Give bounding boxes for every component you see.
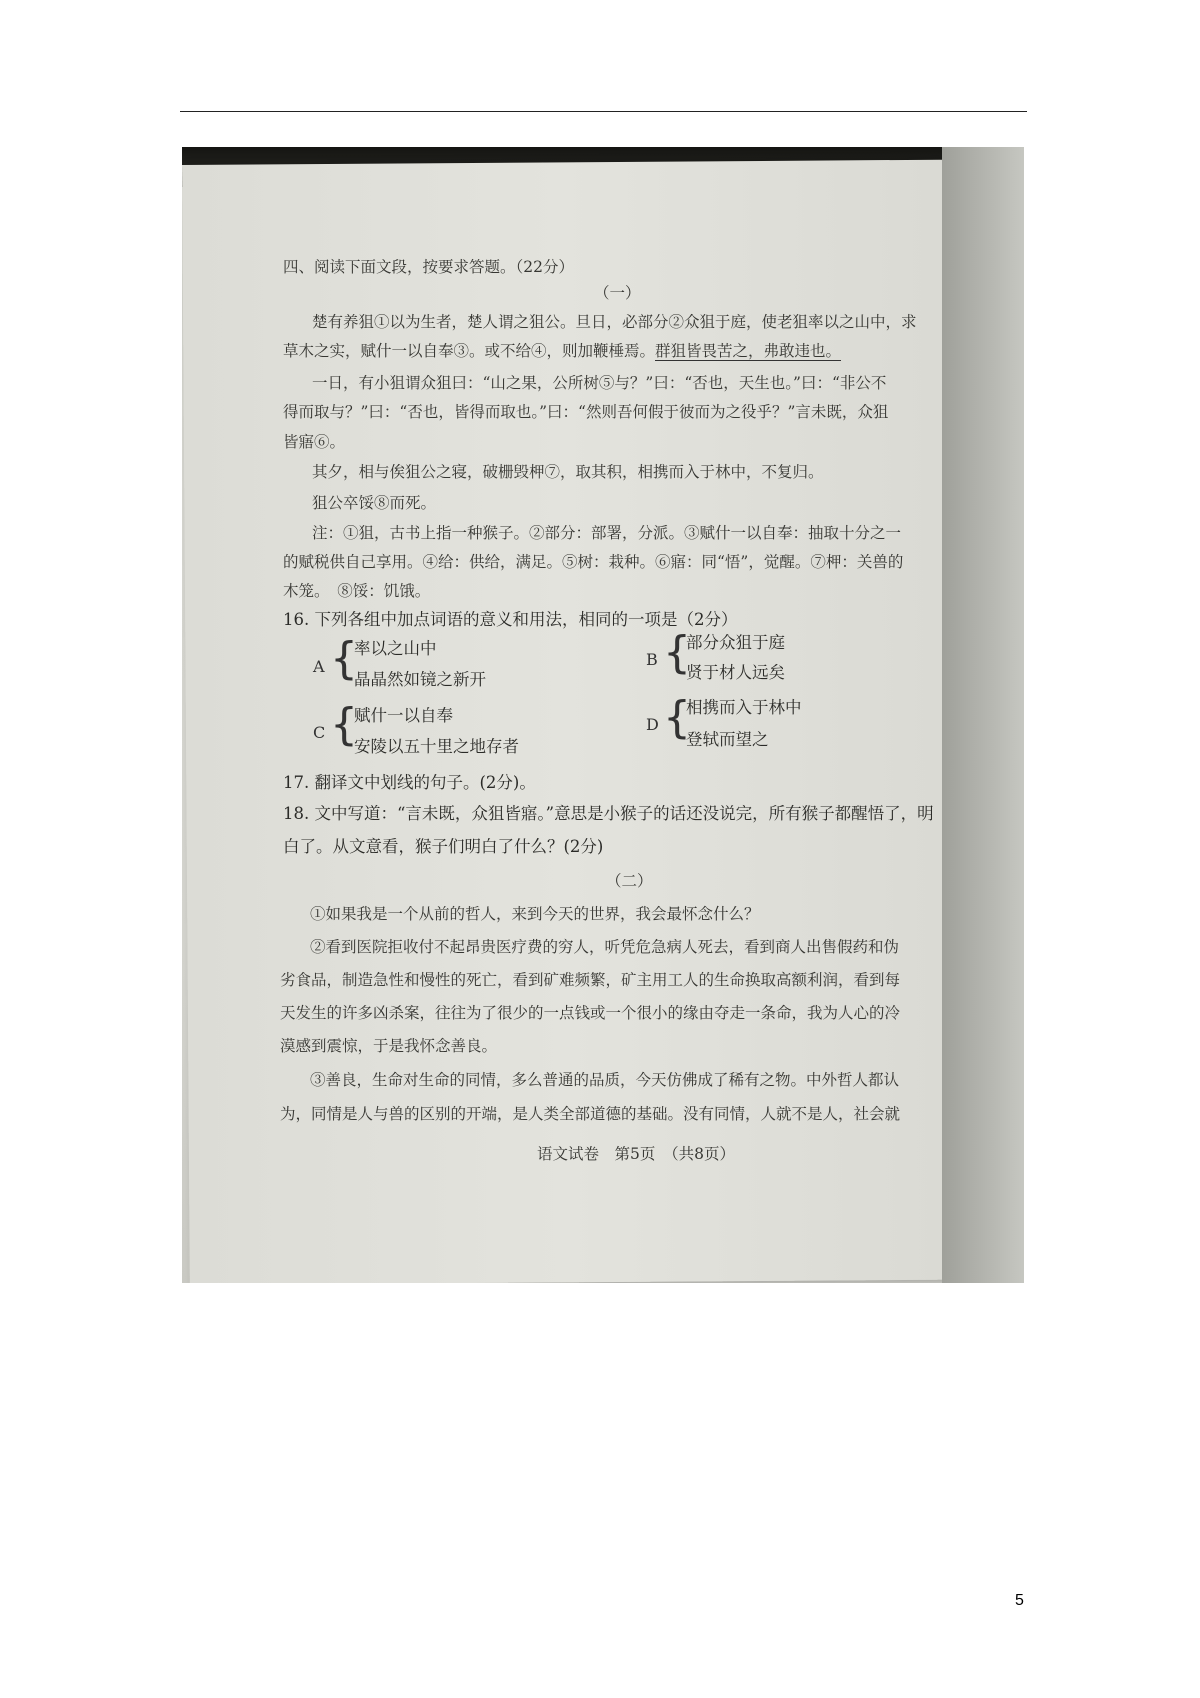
passage1-p1-line2-text: 草木之实，赋什一以自奉③。或不给④，则加鞭棰焉。 xyxy=(283,342,656,360)
q16-text: 16. 下列各组中加点词语的意义和用法，相同的一项是（2分） xyxy=(283,610,738,629)
q16-option-c-line2: 安陵以五十里之地存者 xyxy=(354,737,519,756)
passage1-p2-line1: 一日，有小狙谓众狙曰：“山之果，公所树⑤与？”曰：“否也，天生也。”曰：“非公不 xyxy=(312,374,887,392)
passage2-s1: ①如果我是一个从前的哲人，来到今天的世界，我会最怀念什么？ xyxy=(310,905,760,923)
q16-option-b-brace: { xyxy=(663,627,691,678)
q16-option-b-line1: 部分众狙于庭 xyxy=(686,633,785,652)
scanned-exam-photo xyxy=(182,147,1024,1283)
passage1-p2-line3: 皆寤⑥。 xyxy=(283,433,346,451)
passage2-s2-line3: 天发生的许多凶杀案，往往为了很少的一点钱或一个很小的缘由夺走一条命，我为人心的冷 xyxy=(280,1004,901,1022)
q16-option-b-line2: 贤于材人远矣 xyxy=(686,663,785,682)
q16-option-a-line2: 晶晶然如镜之新开 xyxy=(354,670,486,689)
part1-label: （一） xyxy=(594,284,641,302)
underlined-sentence: 群狙皆畏苦之，弗敢违也。 xyxy=(655,342,842,360)
q16-option-b-label: B xyxy=(646,650,658,669)
passage2-s2-line4: 漠感到震惊，于是我怀念善良。 xyxy=(280,1037,498,1055)
part2-label: （二） xyxy=(606,872,653,890)
note-line3: 木笼。 ⑧馁：饥饿。 xyxy=(283,582,431,600)
header-rule xyxy=(180,111,1027,112)
q18-line1: 18. 文中写道：“言未既，众狙皆寤。”意思是小猴子的话还没说完，所有猴子都醒悟了，明 xyxy=(283,804,934,823)
exam-footer: 语文试卷 第5页 （共8页） xyxy=(537,1145,735,1163)
page-number: 5 xyxy=(1015,1592,1024,1609)
q16-option-d-line2: 登轼而望之 xyxy=(686,730,769,749)
passage2-s2-line1: ②看到医院拒收付不起昂贵医疗费的穷人，听凭危急病人死去，看到商人出售假药和伪 xyxy=(310,938,900,956)
passage1-p1-line2 xyxy=(283,344,841,360)
q17-text: 17. 翻译文中划线的句子。(2分)。 xyxy=(283,773,536,792)
q16-option-d-label: D xyxy=(646,715,659,734)
exam-content xyxy=(182,147,1024,1283)
passage1-p4: 狙公卒馁⑧而死。 xyxy=(312,494,437,512)
q16-option-c-line1: 赋什一以自奉 xyxy=(354,706,453,725)
passage1-p3: 其夕，相与俟狙公之寝，破栅毁柙⑦，取其积，相携而入于林中，不复归。 xyxy=(312,463,824,481)
passage1-p1-line1: 楚有养狙①以为生者，楚人谓之狙公。旦日，必部分②众狙于庭，使老狙率以之山中，求 xyxy=(312,313,917,331)
q16-option-c-brace: { xyxy=(330,699,358,750)
section-title: 四、阅读下面文段，按要求答题。（22分） xyxy=(283,258,574,276)
q16-option-a-line1: 率以之山中 xyxy=(354,639,437,658)
q16-option-d-line1: 相携而入于林中 xyxy=(686,698,802,717)
q16-option-d-brace: { xyxy=(663,692,691,743)
q18-line2: 白了。从文意看，猴子们明白了什么？(2分) xyxy=(283,837,604,856)
passage1-p2-line2: 得而取与？”曰：“否也，皆得而取也。”曰：“然则吾何假于彼而为之役乎？”言未既，众狙 xyxy=(283,403,889,421)
q16-option-c-label: C xyxy=(313,723,326,742)
note-line1: 注：①狙，古书上指一种猴子。②部分：部署，分派。③赋什一以自奉：抽取十分之一 xyxy=(312,524,902,542)
passage2-s2-line2: 劣食品，制造急性和慢性的死亡，看到矿难频繁，矿主用工人的生命换取高额利润，看到每 xyxy=(280,971,901,989)
passage2-s3-line2: 为，同情是人与兽的区别的开端，是人类全部道德的基础。没有同情，人就不是人，社会就 xyxy=(280,1105,901,1123)
q16-option-a-brace: { xyxy=(330,633,358,684)
note-line2: 的赋税供自己享用。④给：供给，满足。⑤树：栽种。⑥寤：同“悟”，觉醒。⑦柙：关兽的 xyxy=(283,553,904,571)
q16-option-a-label: A xyxy=(313,657,325,676)
passage2-s3-line1: ③善良，生命对生命的同情，多么普通的品质，今天仿佛成了稀有之物。中外哲人都认 xyxy=(310,1071,900,1089)
